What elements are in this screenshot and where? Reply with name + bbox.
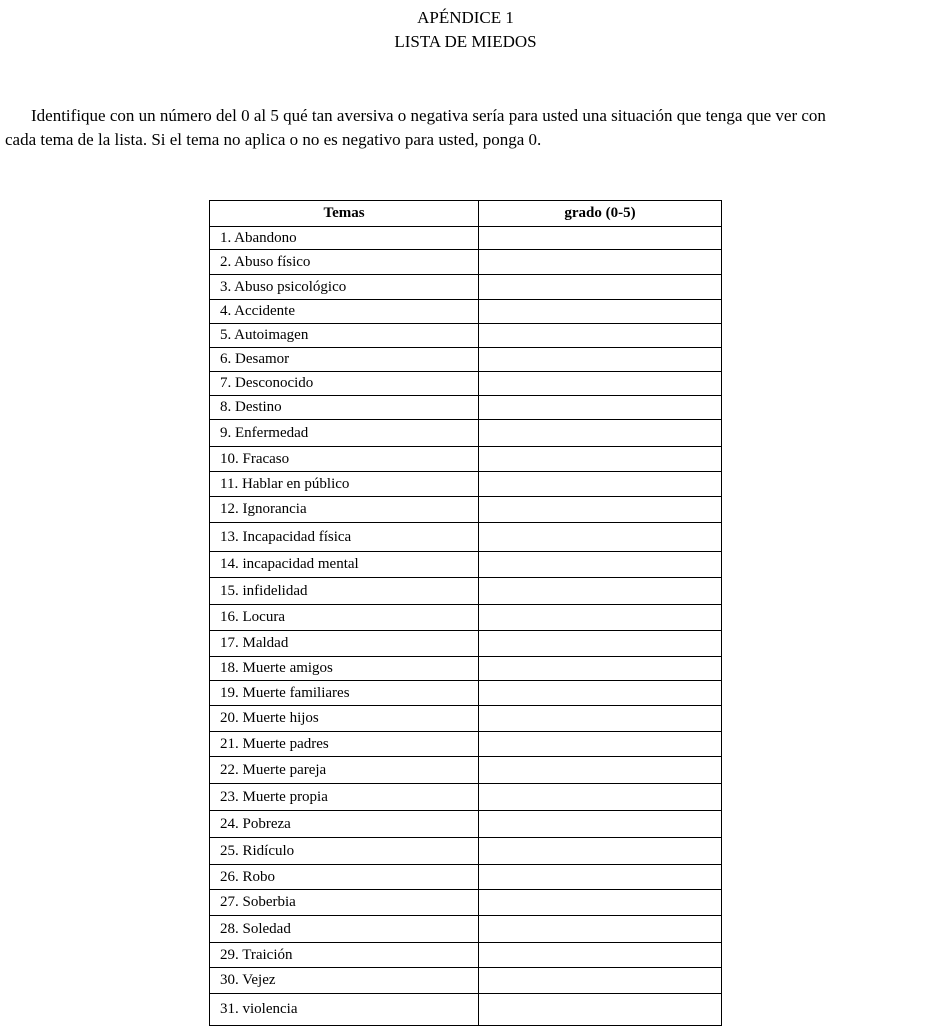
topic-cell: 1. Abandono (210, 227, 479, 250)
table-row (210, 348, 722, 372)
topic-cell: 28. Soledad (210, 916, 479, 943)
grade-cell[interactable] (479, 372, 722, 396)
topic-cell: 10. Fracaso (210, 447, 479, 472)
topic-cell: 9. Enfermedad (210, 420, 479, 447)
topic-cell: 8. Destino (210, 396, 479, 420)
topic-cell: 19. Muerte familiares (210, 681, 479, 706)
table-row (210, 578, 722, 605)
grade-cell[interactable] (479, 757, 722, 784)
table-row (210, 968, 722, 994)
topic-cell: 15. infidelidad (210, 578, 479, 605)
topic-cell: 4. Accidente (210, 300, 479, 324)
grade-cell[interactable] (479, 657, 722, 681)
table-row (210, 757, 722, 784)
table-row (210, 300, 722, 324)
column-header-grado: grado (0-5) (479, 201, 722, 227)
grade-cell[interactable] (479, 838, 722, 865)
topic-cell: 12. Ignorancia (210, 497, 479, 523)
topic-cell: 22. Muerte pareja (210, 757, 479, 784)
topic-cell: 7. Desconocido (210, 372, 479, 396)
topic-cell: 20. Muerte hijos (210, 706, 479, 732)
table-row (210, 657, 722, 681)
grade-cell[interactable] (479, 631, 722, 657)
table-row (210, 916, 722, 943)
list-title: LISTA DE MIEDOS (394, 32, 537, 51)
topic-cell: 24. Pobreza (210, 811, 479, 838)
grade-cell[interactable] (479, 552, 722, 578)
table-row (210, 706, 722, 732)
table-row (210, 552, 722, 578)
grade-cell[interactable] (479, 348, 722, 372)
instructions-line: Identifique con un número del 0 al 5 qué tan aversiva o negativa sería para usted una situación que tenga que ver con (31, 106, 826, 125)
table-row (210, 994, 722, 1026)
topic-cell: 11. Hablar en público (210, 472, 479, 497)
grade-cell[interactable] (479, 497, 722, 523)
table-row (210, 396, 722, 420)
grade-cell[interactable] (479, 447, 722, 472)
grade-cell[interactable] (479, 916, 722, 943)
table-row (210, 250, 722, 275)
topic-cell: 16. Locura (210, 605, 479, 631)
table-row (210, 605, 722, 631)
topic-cell: 31. violencia (210, 994, 479, 1026)
table-row (210, 890, 722, 916)
table-row (210, 523, 722, 552)
topic-cell: 21. Muerte padres (210, 732, 479, 757)
table-row (210, 372, 722, 396)
table-row (210, 227, 722, 250)
topic-cell: 2. Abuso físico (210, 250, 479, 275)
grade-cell[interactable] (479, 578, 722, 605)
table-header-row (210, 201, 722, 227)
instructions-line: cada tema de la lista. Si el tema no aplica o no es negativo para usted, ponga 0. (5, 130, 542, 149)
grade-cell[interactable] (479, 865, 722, 890)
grade-cell[interactable] (479, 324, 722, 348)
fears-table (209, 200, 722, 1026)
topic-cell: 5. Autoimagen (210, 324, 479, 348)
table-row (210, 865, 722, 890)
grade-cell[interactable] (479, 890, 722, 916)
instructions-paragraph (5, 104, 931, 152)
grade-cell[interactable] (479, 784, 722, 811)
appendix-title: APÉNDICE 1 (417, 8, 514, 27)
table-row (210, 447, 722, 472)
grade-cell[interactable] (479, 250, 722, 275)
topic-cell: 3. Abuso psicológico (210, 275, 479, 300)
table-row (210, 631, 722, 657)
column-header-temas: Temas (210, 201, 479, 227)
table-row (210, 784, 722, 811)
grade-cell[interactable] (479, 472, 722, 497)
grade-cell[interactable] (479, 943, 722, 968)
topic-cell: 26. Robo (210, 865, 479, 890)
topic-cell: 30. Vejez (210, 968, 479, 994)
topic-cell: 23. Muerte propia (210, 784, 479, 811)
topic-cell: 18. Muerte amigos (210, 657, 479, 681)
topic-cell: 6. Desamor (210, 348, 479, 372)
grade-cell[interactable] (479, 605, 722, 631)
table-row (210, 324, 722, 348)
table-row (210, 472, 722, 497)
grade-cell[interactable] (479, 968, 722, 994)
table-row (210, 420, 722, 447)
grade-cell[interactable] (479, 300, 722, 324)
grade-cell[interactable] (479, 732, 722, 757)
table-row (210, 681, 722, 706)
topic-cell: 17. Maldad (210, 631, 479, 657)
topic-cell: 14. incapacidad mental (210, 552, 479, 578)
grade-cell[interactable] (479, 420, 722, 447)
table-row (210, 838, 722, 865)
grade-cell[interactable] (479, 681, 722, 706)
grade-cell[interactable] (479, 275, 722, 300)
grade-cell[interactable] (479, 706, 722, 732)
table-row (210, 497, 722, 523)
topic-cell: 25. Ridículo (210, 838, 479, 865)
grade-cell[interactable] (479, 811, 722, 838)
topic-cell: 29. Traición (210, 943, 479, 968)
topic-cell: 13. Incapacidad física (210, 523, 479, 552)
grade-cell[interactable] (479, 227, 722, 250)
table-row (210, 275, 722, 300)
grade-cell[interactable] (479, 994, 722, 1026)
table-row (210, 943, 722, 968)
table-row (210, 732, 722, 757)
grade-cell[interactable] (479, 523, 722, 552)
topic-cell: 27. Soberbia (210, 890, 479, 916)
table-row (210, 811, 722, 838)
grade-cell[interactable] (479, 396, 722, 420)
